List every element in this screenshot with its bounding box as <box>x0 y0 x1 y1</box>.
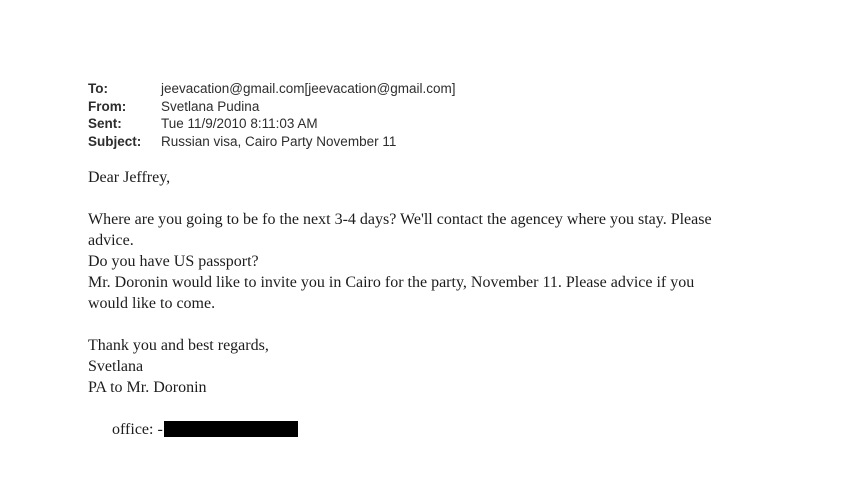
body-line-signature-name: Svetlana <box>88 358 144 375</box>
header-label-sent: Sent: <box>88 116 122 131</box>
body-line: Where are you going to be fo the next 3-4 days? We'll contact the agencey where you stay. Please <box>88 211 712 228</box>
body-line-signature-title: PA to Mr. Doronin <box>88 379 207 396</box>
body-line: Mr. Doronin would like to invite you in Cairo for the party, November 11. Please advice if you <box>88 274 695 291</box>
header-row-sent <box>88 115 456 133</box>
redaction-bar <box>164 421 298 437</box>
email-header <box>88 80 456 150</box>
body-line-office <box>88 398 712 438</box>
office-label: office: - <box>112 421 163 438</box>
header-label-to: To: <box>88 81 108 96</box>
header-value-sent: Tue 11/9/2010 8:11:03 AM <box>161 116 318 131</box>
body-line-closing: Thank you and best regards, <box>88 337 269 354</box>
header-row-from <box>88 98 456 116</box>
header-row-subject <box>88 133 456 151</box>
header-label-subject: Subject: <box>88 133 142 149</box>
header-row-to <box>88 80 456 98</box>
body-line: Do you have US passport? <box>88 253 259 270</box>
body-line-salutation: Dear Jeffrey, <box>88 169 171 186</box>
body-line: advice. <box>88 232 134 249</box>
body-line-blank <box>88 314 712 335</box>
header-label-from: From: <box>88 98 127 114</box>
body-line: would like to come. <box>88 295 216 312</box>
email-body <box>88 167 712 438</box>
body-line-blank <box>88 188 712 209</box>
header-value-from: Svetlana Pudina <box>161 98 260 114</box>
header-value-subject: Russian visa, Cairo Party November 11 <box>161 133 397 149</box>
header-value-to: jeevacation@gmail.com[jeevacation@gmail.com] <box>161 81 456 96</box>
